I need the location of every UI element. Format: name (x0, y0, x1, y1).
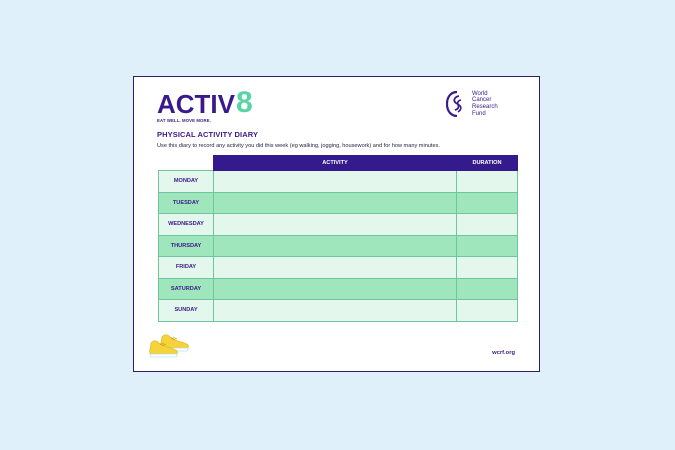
duration-cell[interactable] (457, 192, 518, 214)
activity-cell[interactable] (214, 235, 457, 257)
wcrf-name-line: Research (472, 104, 498, 110)
day-label: SATURDAY (159, 278, 214, 300)
day-label: FRIDAY (159, 257, 214, 279)
sneakers-icon (148, 329, 196, 359)
logo-text: ACTIV (157, 89, 235, 119)
table-row (159, 300, 518, 322)
activity-column-header: ACTIVITY (214, 156, 457, 171)
header-blank-cell (159, 156, 214, 171)
table-row (159, 192, 518, 214)
diary-title: PHYSICAL ACTIVITY DIARY (157, 130, 259, 139)
wcrf-name-line: World (472, 90, 488, 97)
wcrf-name (472, 91, 518, 117)
activity-cell[interactable] (214, 300, 457, 322)
activ8-wordmark (157, 86, 253, 119)
table-row (159, 257, 518, 279)
activity-cell[interactable] (214, 192, 457, 214)
website-link[interactable]: wcrf.org (492, 350, 515, 356)
duration-cell[interactable] (457, 214, 518, 236)
wcrf-logo (446, 90, 518, 118)
table-row (159, 235, 518, 257)
day-label: MONDAY (159, 171, 214, 193)
activity-cell[interactable] (214, 214, 457, 236)
day-label: SUNDAY (159, 300, 214, 322)
wcrf-name-line: Cancer (472, 97, 492, 104)
wcrf-name-line: Fund (472, 110, 486, 117)
table-header-row (159, 156, 518, 171)
wcrf-ribbon-icon (446, 90, 468, 118)
activity-cell[interactable] (214, 257, 457, 279)
activ8-logo (157, 86, 253, 123)
duration-cell[interactable] (457, 235, 518, 257)
day-label: TUESDAY (159, 192, 214, 214)
day-label: WEDNESDAY (159, 214, 214, 236)
duration-cell[interactable] (457, 278, 518, 300)
day-label: THURSDAY (159, 235, 214, 257)
activity-cell[interactable] (214, 171, 457, 193)
duration-cell[interactable] (457, 257, 518, 279)
duration-column-header: DURATION (457, 156, 518, 171)
logo-tagline: EAT WELL. MOVE MORE. (157, 118, 211, 123)
activity-cell[interactable] (214, 278, 457, 300)
table-row (159, 171, 518, 193)
duration-cell[interactable] (457, 300, 518, 322)
logo-number: 8 (236, 86, 253, 119)
diary-instructions: Use this diary to record any activity you did this week (eg walking, jogging, housework) and for how many minutes. (157, 143, 440, 149)
diary-sheet (133, 76, 540, 372)
table-row (159, 278, 518, 300)
activity-table (158, 155, 518, 322)
table-row (159, 214, 518, 236)
duration-cell[interactable] (457, 171, 518, 193)
